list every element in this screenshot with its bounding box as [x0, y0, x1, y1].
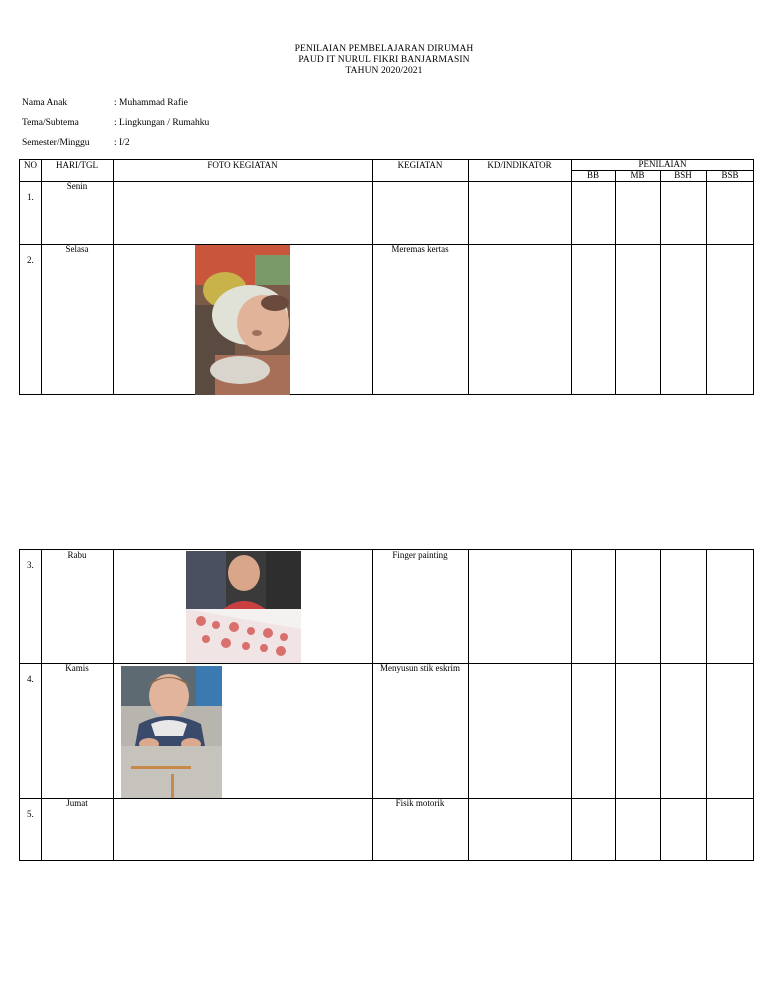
row-3-day: Rabu — [67, 550, 87, 560]
header-bb: BB — [586, 170, 599, 180]
name-label: Nama Anak — [22, 98, 68, 108]
header-bsh: BSH — [674, 170, 692, 180]
title-line-2: PAUD IT NURUL FIKRI BANJARMASIN — [298, 55, 470, 65]
header-mb: MB — [630, 170, 645, 180]
header-assessment: PENILAIAN — [638, 159, 687, 169]
row-3-number: 3. — [27, 560, 34, 570]
row-5-number: 5. — [27, 809, 34, 819]
row-3-activity: Finger painting — [392, 550, 448, 560]
photo-wednesday — [186, 551, 301, 663]
row-1-day: Senin — [66, 181, 88, 191]
row-5-day: Jumat — [66, 798, 88, 808]
photo-thursday — [121, 666, 222, 798]
assessment-table-part-1 — [19, 159, 754, 395]
theme-value: : Lingkungan / Rumahku — [114, 118, 210, 128]
assessment-table-part-2 — [19, 549, 754, 861]
week-value: : I/2 — [114, 138, 130, 148]
name-value: : Muhammad Rafie — [114, 98, 188, 108]
title-line-3: TAHUN 2020/2021 — [345, 66, 423, 76]
row-2-activity: Meremas kertas — [391, 244, 449, 254]
row-1-number: 1. — [27, 192, 34, 202]
row-2-day: Selasa — [65, 244, 89, 254]
document-title — [0, 44, 768, 77]
theme-label: Tema/Subtema — [22, 118, 79, 128]
header-day: HARI/TGL — [56, 160, 98, 170]
row-5-activity: Fisik motorik — [395, 798, 445, 808]
header-bsb: BSB — [721, 170, 739, 180]
row-4-activity: Menyusun stik eskrim — [380, 663, 460, 673]
row-4-number: 4. — [27, 674, 34, 684]
header-indicator: KD/INDIKATOR — [487, 160, 552, 170]
week-label: Semester/Minggu — [22, 138, 90, 148]
header-no: NO — [24, 160, 37, 170]
header-photo: FOTO KEGIATAN — [207, 160, 278, 170]
header-activity: KEGIATAN — [397, 160, 443, 170]
row-4-day: Kamis — [65, 663, 89, 673]
title-line-1: PENILAIAN PEMBELAJARAN DIRUMAH — [294, 44, 474, 54]
photo-tuesday — [195, 245, 290, 395]
row-2-number: 2. — [27, 255, 34, 265]
